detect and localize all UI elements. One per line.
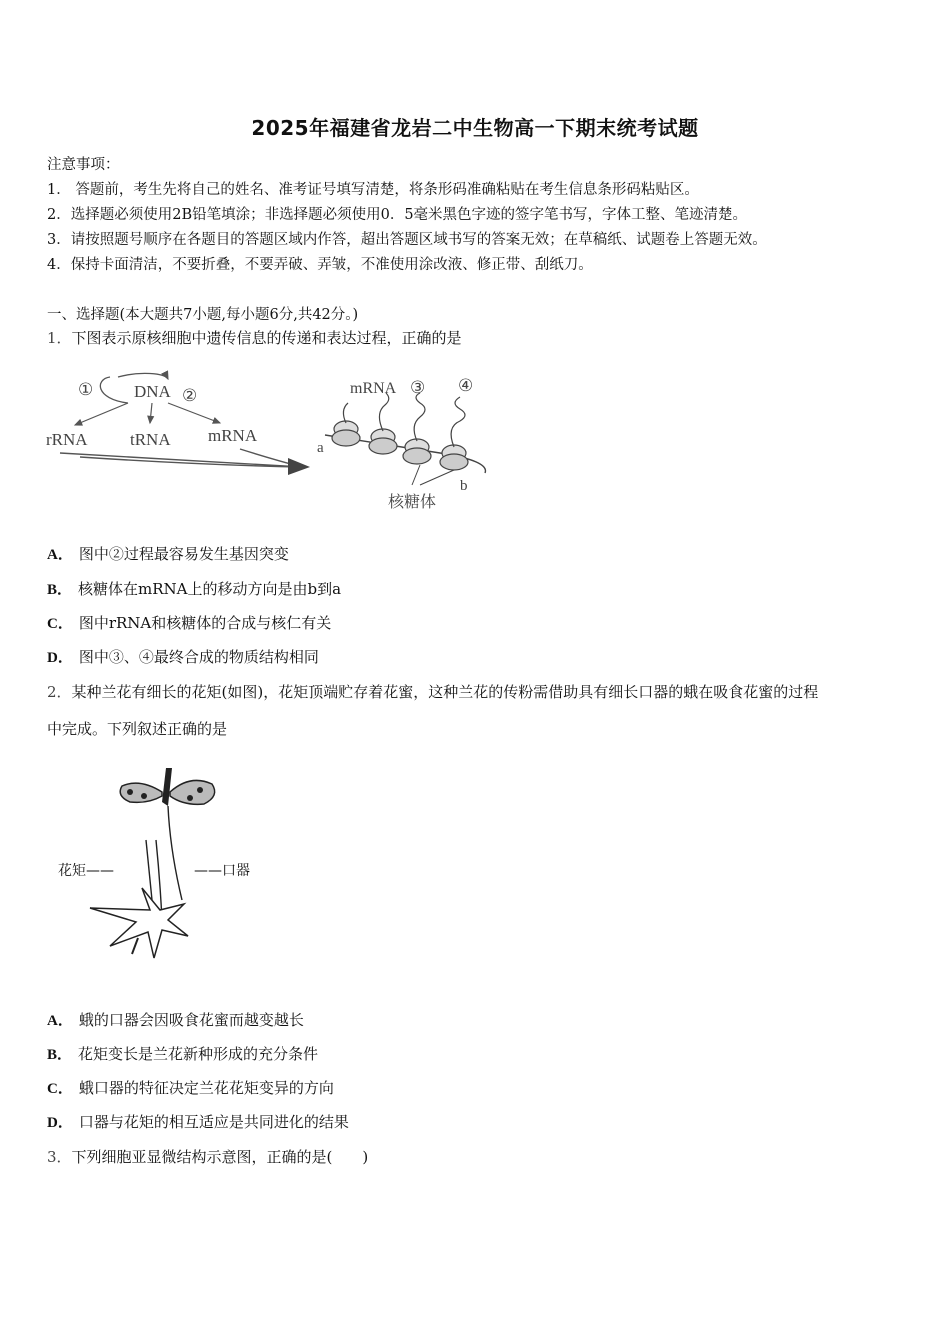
question-1-stem xyxy=(47,327,462,348)
option-text: 花矩变长是兰花新种形成的充分条件 xyxy=(78,1045,319,1063)
label-process-3: ③ xyxy=(410,378,426,397)
option-letter: D． xyxy=(47,650,73,666)
label-process-1: ① xyxy=(78,380,94,399)
label-process-4: ④ xyxy=(458,376,474,395)
notice-heading: 注意事项： xyxy=(47,157,120,173)
option-letter: A． xyxy=(47,547,73,563)
question-3-stem xyxy=(47,1146,368,1167)
moth-proboscis xyxy=(168,806,182,900)
ribosome-3-large xyxy=(403,448,431,464)
wing-spot xyxy=(141,793,147,799)
label-a: a xyxy=(317,440,324,456)
arrow-to-rrna xyxy=(75,403,128,425)
orchid-flower xyxy=(90,888,188,958)
option-text: 口器与花矩的相互适应是共同进化的结果 xyxy=(78,1113,349,1131)
notice-item-3: 3．请按照题号顺序在各题目的答题区域内作答，超出答题区域书写的答案无效；在草稿纸、试题卷上答题无效。 xyxy=(47,232,767,248)
ribosome-4-large xyxy=(440,454,468,470)
label-mrna-right: mRNA xyxy=(350,380,397,397)
arrow-to-trna xyxy=(150,403,152,423)
label-process-2: ② xyxy=(182,386,198,405)
peptide-2 xyxy=(379,393,388,431)
q2-option-c[interactable] xyxy=(47,1077,334,1098)
replication-arrow-top xyxy=(118,373,168,379)
option-letter: B． xyxy=(47,1047,73,1063)
q2-option-d[interactable] xyxy=(47,1111,349,1132)
moth-right-wing xyxy=(170,780,215,804)
option-letter: D． xyxy=(47,1115,73,1131)
moth-left-wing xyxy=(120,783,162,802)
label-mouthparts: ——口器 xyxy=(194,863,250,879)
label-spur: 花矩—— xyxy=(58,863,114,879)
option-text: 图中②过程最容易发生基因突变 xyxy=(78,545,289,563)
option-text: 图中③、④最终合成的物质结构相同 xyxy=(78,648,319,666)
option-letter: C． xyxy=(47,616,73,632)
section-heading: 一、选择题(本大题共7小题,每小题6分,共42分。) xyxy=(47,307,359,323)
wing-spot xyxy=(197,787,203,793)
notice-item-2: 2．选择题必须使用2B铅笔填涂；非选择题必须使用0．5毫米黑色字迹的签字笔书写，字体工整、笔迹清楚。 xyxy=(47,207,748,223)
question-2-stem-line-2: 中完成。下列叙述正确的是 xyxy=(47,720,228,738)
moth-body xyxy=(162,768,172,806)
flow-arrowhead xyxy=(288,458,310,475)
label-rrna: rRNA xyxy=(46,430,88,449)
label-trna: tRNA xyxy=(130,430,171,449)
option-letter: A． xyxy=(47,1013,73,1029)
question-text: 某种兰花有细长的花矩(如图)，花矩顶端贮存着花蜜，这种兰花的传粉需借助具有细长口器的蛾在吸食花蜜的过程 xyxy=(71,683,819,701)
page-title: 2025年福建省龙岩二中生物高一下期末统考试题 xyxy=(251,116,699,140)
question-text: 下列细胞亚显微结构示意图，正确的是( ) xyxy=(71,1148,369,1166)
ribosome-2-large xyxy=(369,438,397,454)
flow-arrow-1 xyxy=(60,453,302,467)
option-letter: C． xyxy=(47,1081,73,1097)
question-number: 1． xyxy=(47,329,72,347)
peptide-4 xyxy=(451,397,465,447)
ribosome-pointer-1 xyxy=(412,465,420,485)
q2-option-b[interactable] xyxy=(47,1043,318,1064)
wing-spot xyxy=(187,795,193,801)
option-text: 蛾的口器会因吸食花蜜而越变越长 xyxy=(78,1011,304,1029)
question-number: 2． xyxy=(47,683,72,701)
label-ribosome: 核糖体 xyxy=(388,494,437,511)
peptide-1 xyxy=(343,403,348,423)
option-text: 图中rRNA和核糖体的合成与核仁有关 xyxy=(78,614,332,632)
question-2-stem-line-1 xyxy=(47,681,818,702)
q2-option-a[interactable] xyxy=(47,1009,304,1030)
option-letter: B． xyxy=(47,582,73,598)
label-mrna-left: mRNA xyxy=(208,426,258,445)
wing-spot xyxy=(127,789,133,795)
ribosome-pointer-2 xyxy=(420,470,454,485)
q1-option-b[interactable] xyxy=(47,578,341,599)
notice-item-1: 1． 答题前，考生先将自己的姓名、准考证号填写清楚，将条形码准确粘贴在考生信息条形码粘贴区。 xyxy=(47,182,699,198)
label-b: b xyxy=(460,478,468,494)
arrow-to-mrna xyxy=(168,403,220,423)
q1-option-d[interactable] xyxy=(47,646,319,667)
q1-option-c[interactable] xyxy=(47,612,331,633)
label-dna: DNA xyxy=(134,382,171,401)
q1-option-a[interactable] xyxy=(47,543,289,564)
peptide-3 xyxy=(414,393,425,441)
flower-stem xyxy=(132,938,138,954)
option-text: 核糖体在mRNA上的移动方向是由b到a xyxy=(78,580,342,598)
gene-expression-diagram xyxy=(40,365,510,515)
replication-arrow xyxy=(100,377,128,403)
notice-item-4: 4．保持卡面清洁，不要折叠，不要弄破、弄皱，不准使用涂改液、修正带、刮纸刀。 xyxy=(47,257,593,273)
option-text: 蛾口器的特征决定兰花花矩变异的方向 xyxy=(78,1079,334,1097)
question-text: 下图表示原核细胞中遗传信息的传递和表达过程，正确的是 xyxy=(71,329,462,347)
ribosome-1-large xyxy=(332,430,360,446)
question-number: 3． xyxy=(47,1148,72,1166)
